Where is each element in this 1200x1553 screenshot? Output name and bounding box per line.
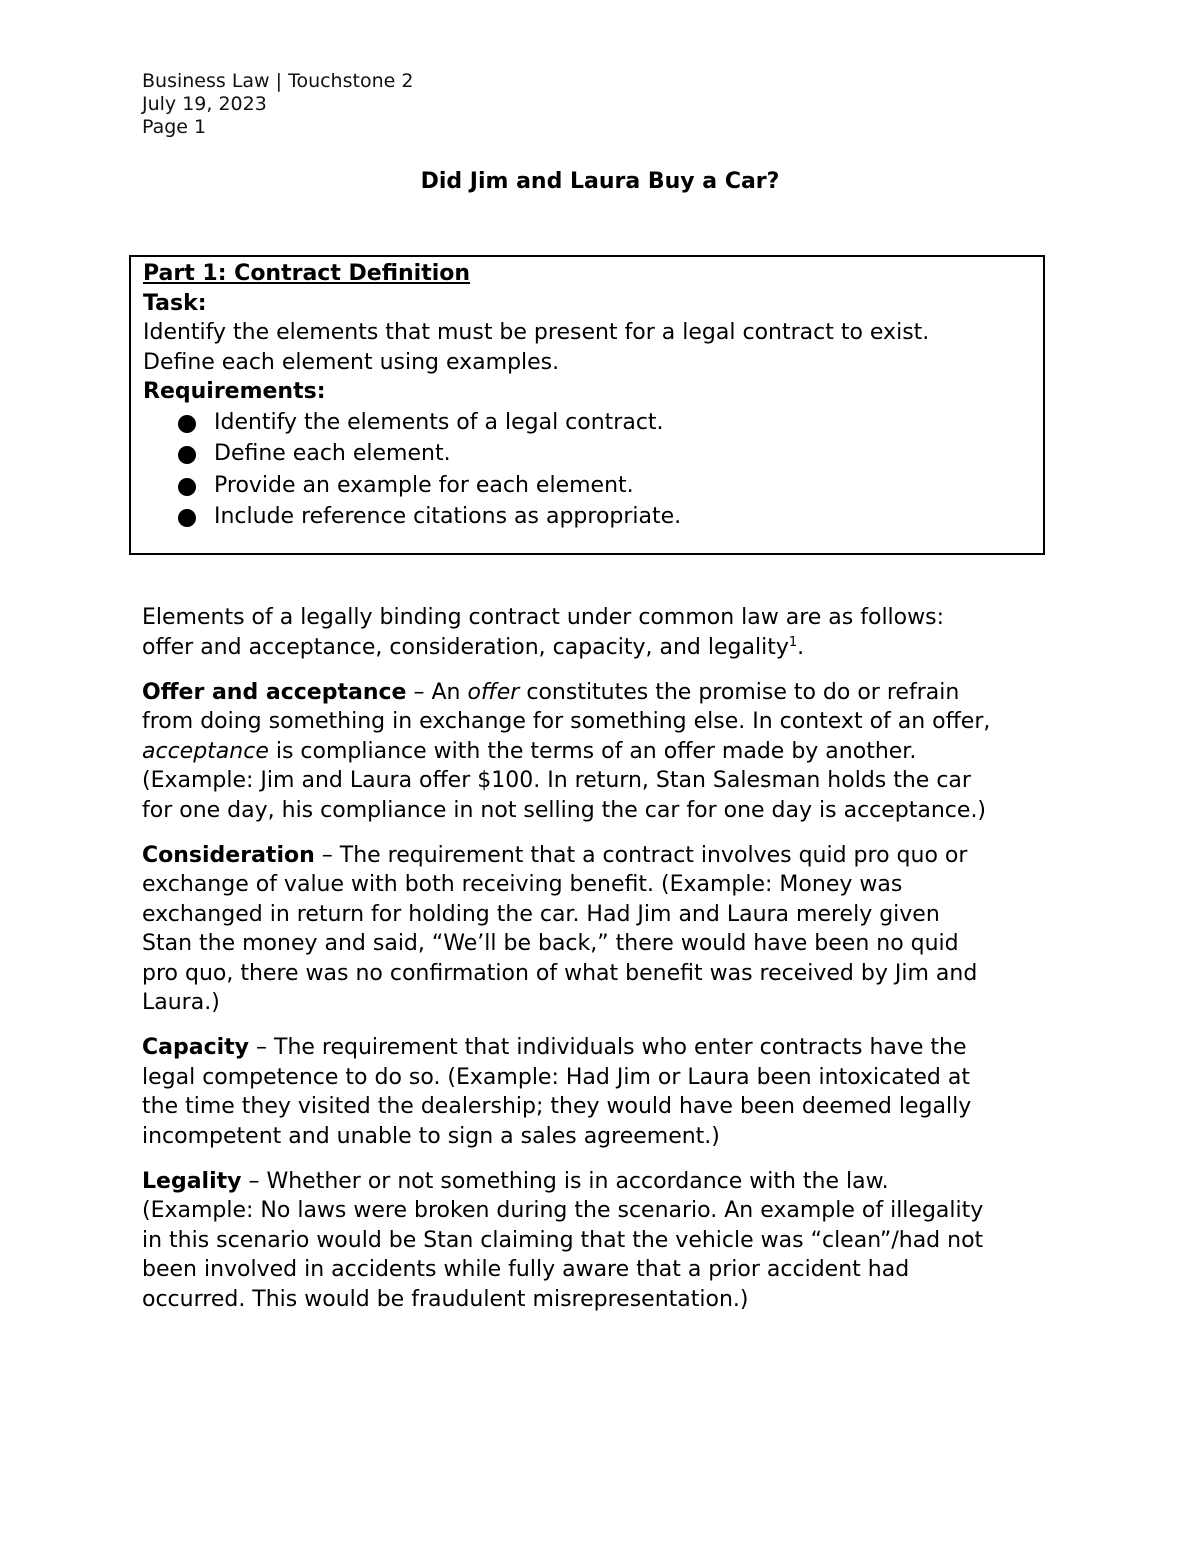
legality-term: Legality <box>142 1168 242 1194</box>
requirement-item: Define each element. <box>143 438 1043 470</box>
footnote-mark: 1 <box>788 634 798 650</box>
requirements-label: Requirements: <box>143 379 326 404</box>
consideration-term: Consideration <box>142 842 315 868</box>
header-date: July 19, 2023 <box>142 93 267 115</box>
part-title: Part 1: Contract Definition <box>143 261 471 286</box>
requirement-item: Identify the elements of a legal contract. <box>143 407 1043 439</box>
requirements-list <box>143 407 1043 533</box>
offer-term: Offer and acceptance <box>142 679 407 705</box>
capacity-term: Capacity <box>142 1035 250 1060</box>
requirement-item: Provide an example for each element. <box>143 470 1043 502</box>
offer-paragraph: Offer and acceptance – An offer constitutes the promise to do or refrain from doing something in exchange for something else. In context of an offer, acceptance is compliance with the terms of an offer made by another. (Example: Jim and Laura offer $100. In return, Stan Salesman holds the car for one day, his compliance in not selling the car for one day is acceptance.) <box>142 679 991 823</box>
legality-paragraph: Legality – Whether or not something is in accordance with the law. (Example: No laws were broken during the scenario. An example of illegality in this scenario would be Stan claiming that the vehicle was “clean”/had not been involved in accidents while fully aware that a prior accident had occurred. This would be fraudulent misrepresentation.) <box>142 1168 984 1312</box>
document-header <box>142 70 413 139</box>
intro-paragraph: Elements of a legally binding contract under common law are as follows: offer and acceptance, consideration, capacity, and legality$^1$. <box>142 605 944 660</box>
header-course: Business Law | Touchstone 2 <box>142 70 414 92</box>
task-line-2: Define each element using examples. <box>143 349 560 375</box>
consideration-paragraph: Consideration – The requirement that a contract involves quid pro quo or exchange of value with both receiving benefit. (Example: Money was exchanged in return for holding the car. Had Jim and Laura merely given Stan the money and said, “We’ll be back,” there would have been no quid pro quo, there was no confirmation of what benefit was received by Jim and Laura.) <box>142 842 978 1015</box>
bullet-icon <box>178 446 196 464</box>
bullet-icon <box>178 415 196 433</box>
task-line-1: Identify the elements that must be present for a legal contract to exist. <box>143 320 930 345</box>
capacity-paragraph: Capacity – The requirement that individuals who enter contracts have the legal competence to do so. (Example: Had Jim or Laura been intoxicated at the time they visited the dealership; they would have been deemed legally incompetent and unable to sign a sales agreement.) <box>142 1035 972 1149</box>
bullet-icon <box>178 509 196 527</box>
bullet-icon <box>178 478 196 496</box>
header-page: Page 1 <box>142 116 207 138</box>
document-title: Did Jim and Laura Buy a Car? <box>420 169 780 194</box>
requirement-item: Include reference citations as appropriate. <box>143 501 1043 533</box>
document-body <box>142 603 1082 1330</box>
task-box <box>129 255 1045 555</box>
task-label: Task: <box>143 290 207 316</box>
